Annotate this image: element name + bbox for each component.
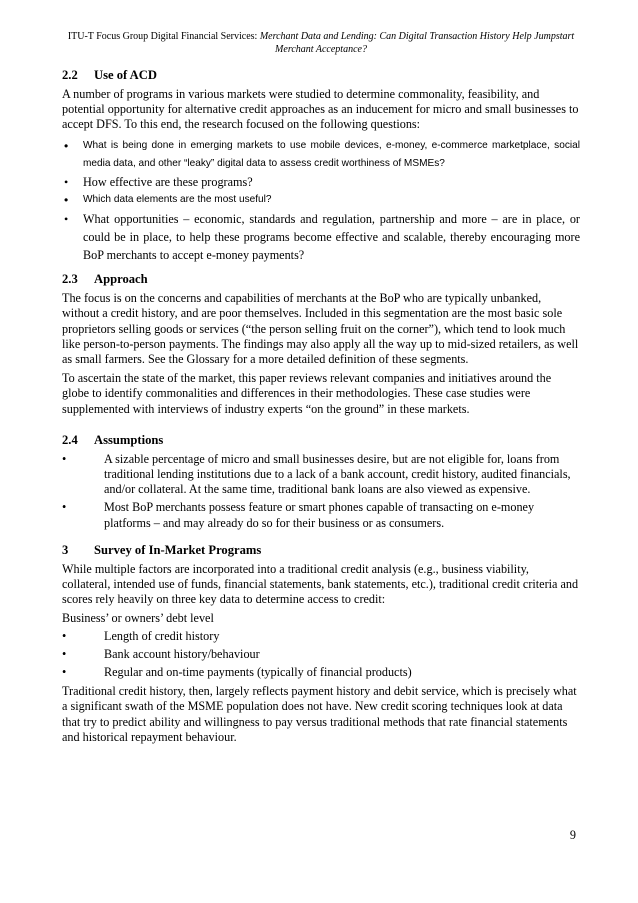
- section-number: 3: [62, 542, 69, 557]
- page-number: 9: [569, 828, 576, 842]
- document-page: [62, 30, 580, 749]
- section-title: Use of ACD: [94, 68, 157, 82]
- list-item: • Regular and on-time payments (typically of financial products): [62, 665, 412, 680]
- section-number: 2.3: [62, 272, 78, 287]
- question-list: [62, 137, 580, 265]
- section-heading-3: [62, 543, 580, 558]
- section-title: Approach: [94, 272, 148, 287]
- bullet: •: [64, 211, 69, 226]
- bullet: •: [62, 500, 67, 515]
- section-heading-2-2: [62, 68, 580, 83]
- paragraph: Traditional credit history, then, largely reflects payment history and debit service, which is precisely what a significant swath of the MSME population does not have. New credit scoring techniques look at data that try to predict ability and willingness to pay versus traditional methods that rate financial statements and historical repayment behaviour.: [62, 684, 577, 744]
- bullet: •: [64, 138, 69, 153]
- list-item: • What opportunities – economic, standards and regulation, partnership and more – are in place, or could be in place, to help these programs become effective and scalable, thereby encouraging more BoP merchants to accept e-money payments?: [64, 211, 580, 263]
- paragraph: To ascertain the state of the market, this paper reviews relevant companies and initiatives around the globe to identify commonalities and differences in their methodologies. These case studies were supplemented with interviews of industry experts “on the ground” in these markets.: [62, 371, 552, 416]
- list-item: • How effective are these programs?: [62, 174, 580, 192]
- section-number: 2.4: [62, 432, 78, 447]
- header-title: Merchant Data and Lending: Can Digital Transaction History Help Jumpstart Merchant Acceptance?: [259, 31, 575, 55]
- list-item: • Most BoP merchants possess feature or smart phones capable of transacting on e-money platforms – and may already do so for their business or as consumers.: [62, 500, 535, 530]
- bullet: •: [62, 628, 67, 643]
- bullet: •: [62, 665, 67, 680]
- list-item: • What is being done in emerging markets to use mobile devices, e-money, e-commerce marketplace, social media data, and other “leaky” digital data to assess credit worthiness of MSMEs?: [64, 138, 580, 170]
- bullet: •: [62, 451, 67, 466]
- section-heading-2-4: [62, 433, 580, 448]
- section-heading-2-3: [62, 272, 580, 287]
- header-prefix: ITU-T Focus Group Digital Financial Services:: [67, 31, 260, 42]
- list-lead: Business’ or owners’ debt level: [62, 611, 214, 626]
- section-title: Survey of In-Market Programs: [94, 542, 262, 557]
- section-number: 2.2: [62, 68, 78, 82]
- paragraph: The focus is on the concerns and capabilities of merchants at the BoP who are typically unbanked, without a credit history, and are poor themselves. Included in this segmentation are the most basic sole proprietors selling goods or services (“the person selling fruit on the corner”), which tend to look much like person-to-person payments. The findings may also apply all the way up to mid-sized retailers, as well as small farmers. See the Glossary for a more detailed definition of these segments.: [62, 291, 579, 367]
- running-header: [62, 30, 580, 56]
- credit-criteria-list: [62, 629, 580, 681]
- list-item: • Bank account history/behaviour: [62, 646, 260, 661]
- paragraph: A number of programs in various markets were studied to determine commonality, feasibility, and potential opportunity for alternative credit approaches as an inducement for micro and small businesses to accept DFS. To this end, the research focused on the following questions:: [62, 87, 579, 132]
- bullet: •: [62, 646, 67, 661]
- list-item: • Length of credit history: [62, 628, 220, 643]
- list-item: • A sizable percentage of micro and small businesses desire, but are not eligible for, loans from traditional lending institutions due to a lack of a bank account, credit history, audited financials, and/or collateral. At the same time, traditional bank loans are also viewed as expensive.: [62, 451, 571, 497]
- section-title: Assumptions: [94, 432, 164, 447]
- list-item: • Which data elements are the most useful?: [62, 191, 580, 210]
- assumption-list: [62, 452, 580, 531]
- bullet: •: [64, 193, 69, 208]
- bullet: •: [64, 174, 69, 189]
- paragraph: While multiple factors are incorporated into a traditional credit analysis (e.g., business viability, collateral, intended use of funds, financial statements, bank statements, etc.), traditional credit criteria and scores rely heavily on three key data to determine access to credit:: [62, 561, 579, 607]
